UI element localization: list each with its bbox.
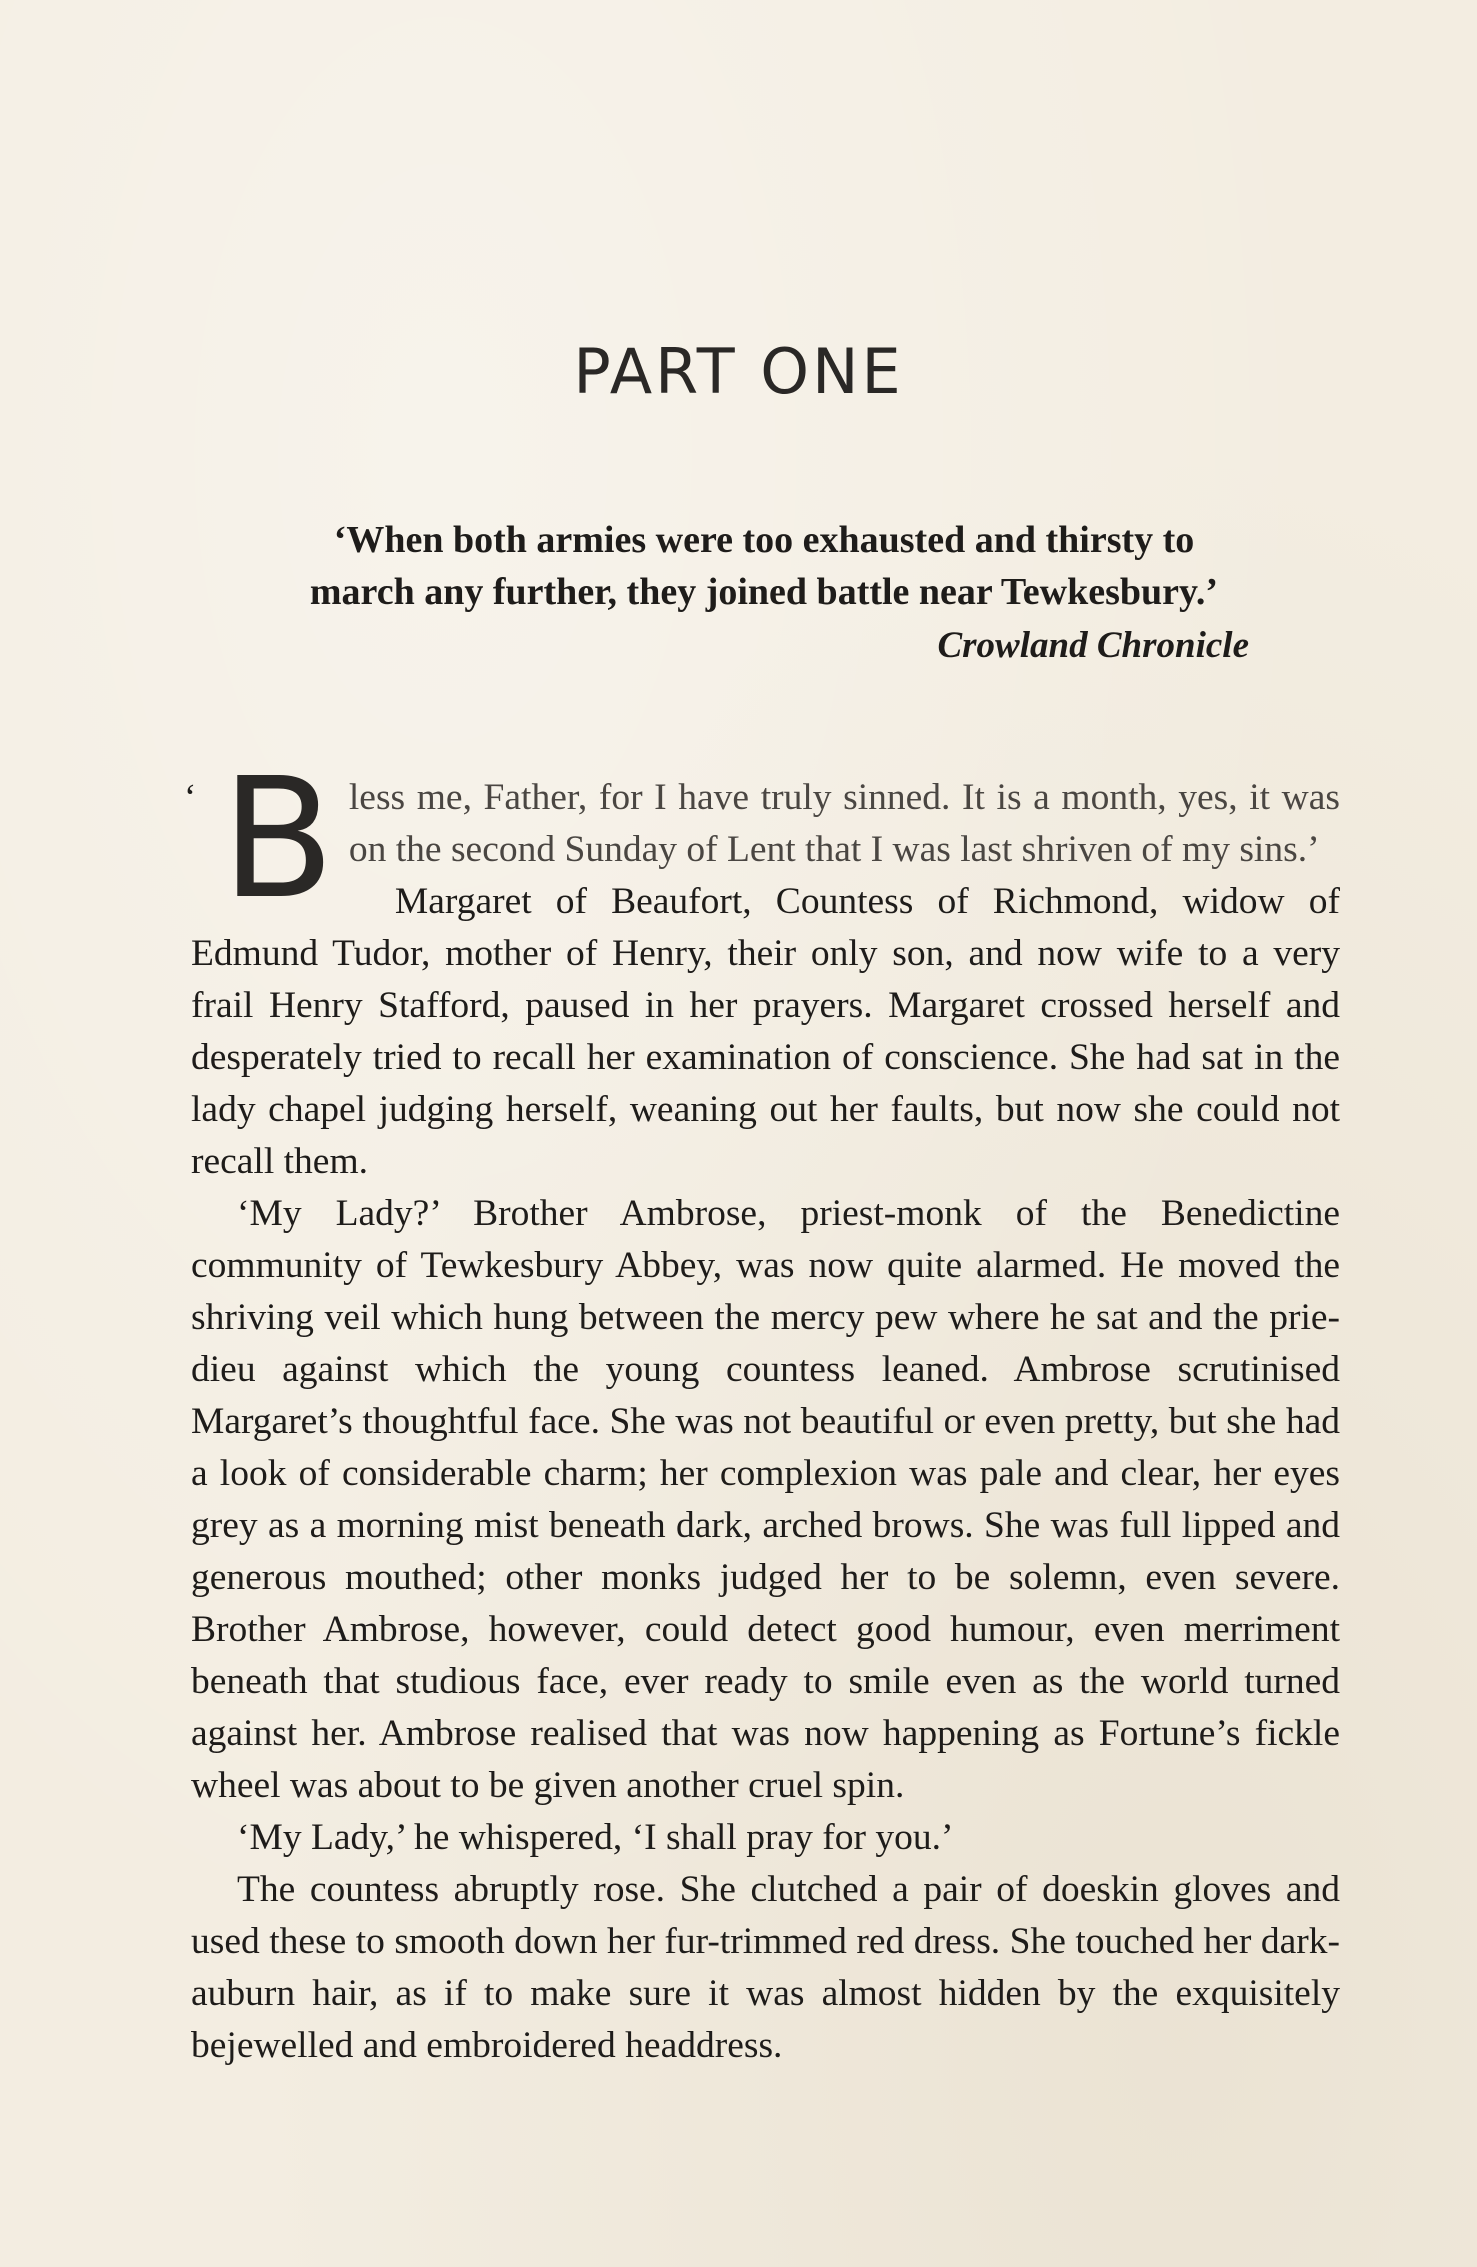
opening-paragraph xyxy=(191,743,1340,936)
drop-cap: B xyxy=(221,743,335,936)
paragraph-2: ‘My Lady?’ Brother Ambrose, priest-monk of the Benedictine community of Tewkesbury Abbey, was now quite alarmed. He moved the shriving veil which hung between the mercy pew where he sat and the prie-dieu against which the young countess leaned. Ambrose scrutinised Margaret’s thoughtful face. She was not beautiful or even pretty, but she had a look of considerable charm; her complexion was pale and clear, her eyes grey as a morning mist beneath dark, arched brows. She was full lipped and generous mouthed; other monks judged her to be solemn, even severe. Brother Ambrose, however, could detect good humour, even merriment beneath that studious face, ever ready to smile even as the world turned against her. Ambrose realised that was now happening as Fortune’s fickle wheel was about to be given another cruel spin. xyxy=(191,1193,1340,1806)
opening-lead-text: less me, Father, for I have truly sinned. It is a month, yes, it was on the second Sunday of Lent that I was last shriven of my sins.’ xyxy=(348,777,1340,870)
opening-quote-mark: ‘ xyxy=(184,777,197,818)
epigraph-source: Crowland Chronicle xyxy=(937,625,1249,666)
paragraph-4: The countess abruptly rose. She clutched a pair of doeskin gloves and used these to smooth down her fur-trimmed red dress. She touched her dark-auburn hair, as if to make sure it was almost hidden by the exquisitely bejewelled and embroidered headdress. xyxy=(191,1869,1340,2066)
body-text xyxy=(191,743,1340,2072)
epigraph-quote: ‘When both armies were too exhausted and thirsty to march any further, they joined battle near Tewkesbury.’ xyxy=(309,519,1219,613)
paragraph-1: Margaret of Beaufort, Countess of Richmond, widow of Edmund Tudor, mother of Henry, their only son, and now wife to a very frail Henry Stafford, paused in her prayers. Margaret crossed herself and desperately tried to recall her examination of conscience. She had sat in the lady chapel judging herself, weaning out her faults, but now she could not recall them. xyxy=(191,881,1340,1182)
part-title: PART ONE xyxy=(573,335,904,408)
paragraph-3: ‘My Lady,’ he whispered, ‘I shall pray for you.’ xyxy=(237,1817,954,1858)
